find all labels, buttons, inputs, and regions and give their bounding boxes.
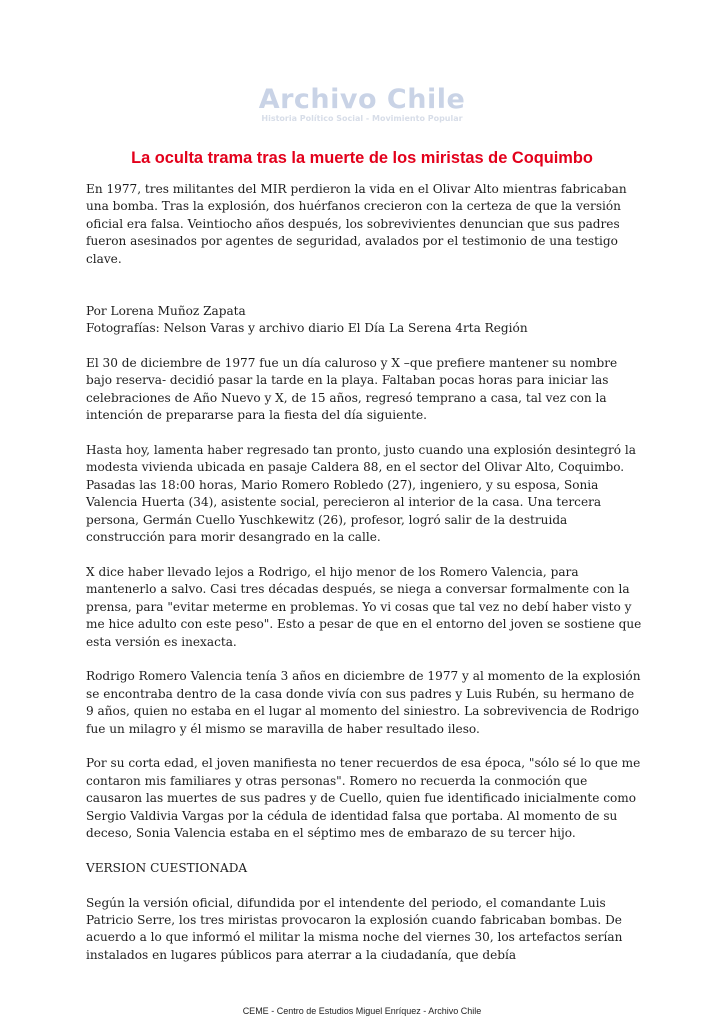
article-body xyxy=(86,181,642,982)
paragraph: El 30 de diciembre de 1977 fue un día caluroso y X –que prefiere mantener su nombre bajo reserva- decidió pasar la tarde en la playa. Faltaban pocas horas para iniciar las celebraciones de Año Nuevo y X, de 15 años, regresó temprano a casa, tal vez con la intención de prepararse para la fiesta del día siguiente. xyxy=(86,356,618,423)
paragraph: Por su corta edad, el joven manifiesta no tener recuerdos de esa época, "sólo sé lo que me contaron mis familiares y otras personas". Romero no recuerda la conmoción que causaron las muertes de sus padres y de Cuello, quien fue identificado inicialmente como Sergio Valdivia Vargas por la cédula de identidad falsa que portaba. Al momento de su deceso, Sonia Valencia estaba en el séptimo mes de embarazo de su tercer hijo. xyxy=(86,756,641,840)
article-lead: En 1977, tres militantes del MIR perdieron la vida en el Olivar Alto mientras fabricaban una bomba. Tras la explosión, dos huérfanos crecieron con la certeza de que la versión oficial era falsa. Veintiocho años después, los sobrevivientes denuncian que sus padres fueron asesinados por agentes de seguridad, avalados por el testimonio de una testigo clave. xyxy=(86,182,627,266)
paragraph: Según la versión oficial, difundida por el intendente del periodo, el comandante Luis Patricio Serre, los tres miristas provocaron la explosión cuando fabricaban bombas. De acuerdo a lo que informó el militar la misma noche del viernes 30, los artefactos serían instalados en lugares públicos para aterrar a la ciudadanía, que debía xyxy=(86,895,623,962)
archivo-chile-logo xyxy=(0,84,724,124)
section-heading: VERSION CUESTIONADA xyxy=(86,860,248,875)
byline-block xyxy=(86,303,642,338)
page-footer: CEME - Centro de Estudios Miguel Enríquez - Archivo Chile xyxy=(242,1006,482,1016)
logo-title: Archivo Chile xyxy=(258,84,466,115)
logo-subtitle: Historia Político Social - Movimiento Popular xyxy=(261,114,463,123)
paragraph: X dice haber llevado lejos a Rodrigo, el hijo menor de los Romero Valencia, para mantenerlo a salvo. Casi tres décadas después, se niega a conversar formalmente con la prensa, para "evitar meterme en problemas. Yo vi cosas que tal vez no debí haber visto y me hice adulto con este peso". Esto a pesar de que en el entorno del joven se sostiene que esta versión es inexacta. xyxy=(86,564,642,649)
paragraph: Rodrigo Romero Valencia tenía 3 años en diciembre de 1977 y al momento de la explosión se encontraba dentro de la casa donde vivía con sus padres y Luis Rubén, su hermano de 9 años, quien no estaba en el lugar al momento del siniestro. La sobrevivencia de Rodrigo fue un milagro y él mismo se maravilla de haber resultado ileso. xyxy=(86,669,641,736)
article-title: La oculta trama tras la muerte de los miristas de Coquimbo xyxy=(131,149,593,167)
paragraph: Hasta hoy, lamenta haber regresado tan pronto, justo cuando una explosión desintegró la modesta vivienda ubicada en pasaje Caldera 88, en el sector del Olivar Alto, Coquimbo. Pasadas las 18:00 horas, Mario Romero Robledo (27), ingeniero, y su esposa, Sonia Valencia Huerta (34), asistente social, perecieron al interior de la casa. Una tercera persona, Germán Cuello Yuschkewitz (26), profesor, logró salir de la destruida construcción para morir desangrado en la calle. xyxy=(86,443,636,545)
author-byline: Por Lorena Muñoz Zapata xyxy=(86,303,246,318)
photo-credits: Fotografías: Nelson Varas y archivo diario El Día La Serena 4rta Región xyxy=(86,321,528,336)
